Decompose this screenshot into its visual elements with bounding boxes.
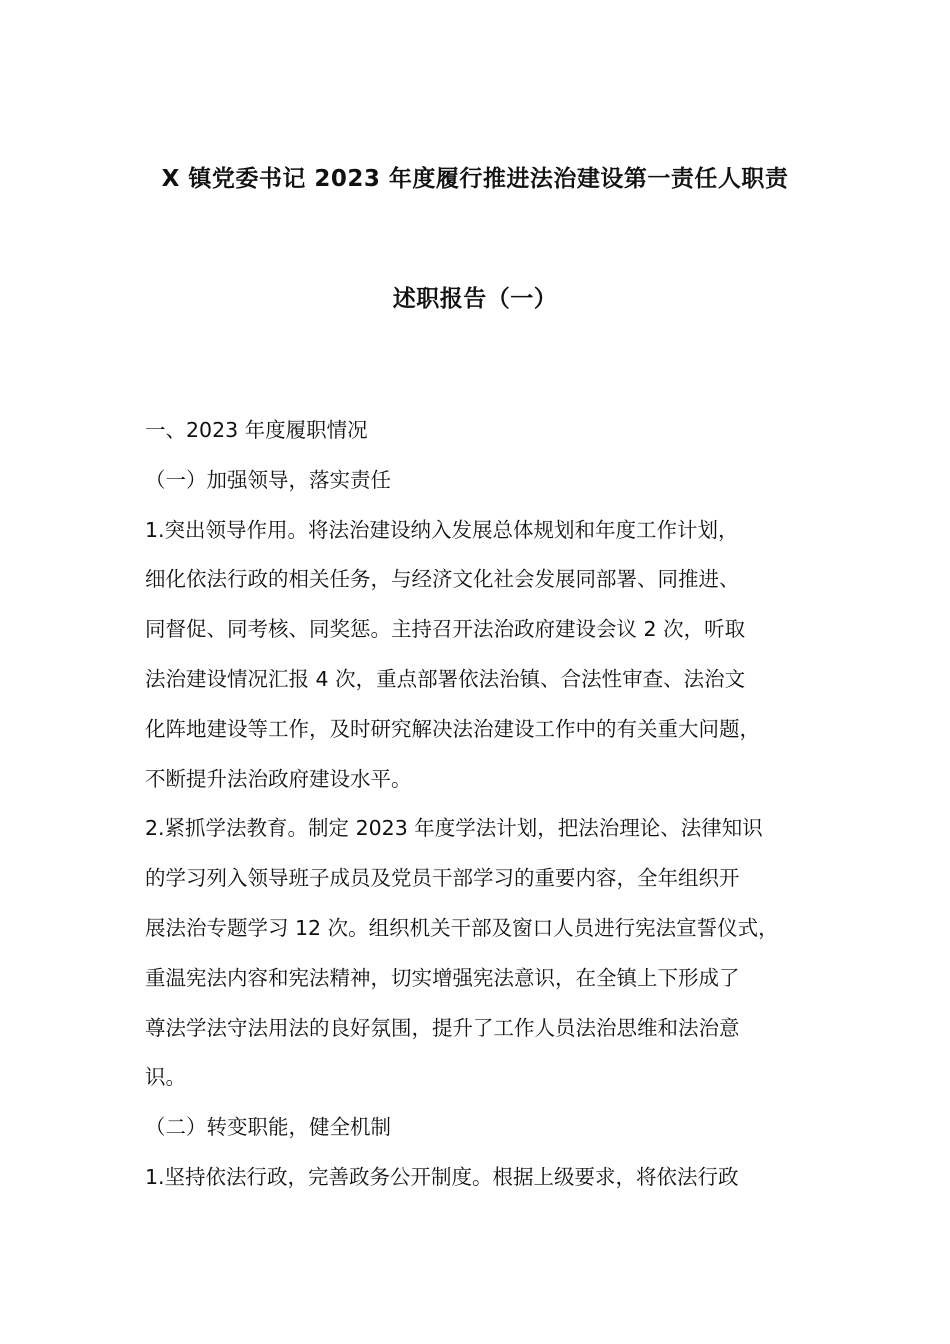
paragraph-line: 不断提升法治政府建设水平。 [145,766,412,791]
paragraph-line: 识。 [145,1065,186,1090]
section-heading: 一、2023 年度履职情况 [145,418,368,442]
subsection-heading: （二）转变职能，健全机制 [145,1115,391,1140]
paragraph-line: 的学习列入领导班子成员及党员干部学习的重要内容，全年组织开 [145,866,740,891]
paragraph-line: 细化依法行政的相关任务，与经济文化社会发展同部署、同推进、 [145,567,740,592]
document-title-line-1: X 镇党委书记 2023 年度履行推进法治建设第一责任人职责 [161,166,789,192]
paragraph-line: 法治建设情况汇报 4 次，重点部署依法治镇、合法性审查、法治文 [145,666,746,691]
paragraph-line: 尊法学法守法用法的良好氛围，提升了工作人员法治思维和法治意 [145,1015,740,1040]
paragraph-line: 1.坚持依法行政，完善政务公开制度。根据上级要求，将依法行政 [145,1164,739,1189]
paragraph-line: 1.突出领导作用。将法治建设纳入发展总体规划和年度工作计划， [145,517,739,542]
paragraph-line: 展法治专题学习 12 次。组织机关干部及窗口人员进行宪法宣誓仪式， [145,915,779,940]
document-title-line-2: 述职报告（一） [392,286,558,312]
paragraph-line: 化阵地建设等工作，及时研究解决法治建设工作中的有关重大问题， [145,716,760,741]
paragraph-line: 重温宪法内容和宪法精神，切实增强宪法意识，在全镇上下形成了 [145,965,740,990]
paragraph-line: 2.紧抓学法教育。制定 2023 年度学法计划，把法治理论、法律知识 [145,816,763,841]
paragraph-line: 同督促、同考核、同奖惩。主持召开法治政府建设会议 2 次，听取 [145,617,746,642]
subsection-heading: （一）加强领导，落实责任 [145,467,391,492]
document-body [145,406,835,1203]
